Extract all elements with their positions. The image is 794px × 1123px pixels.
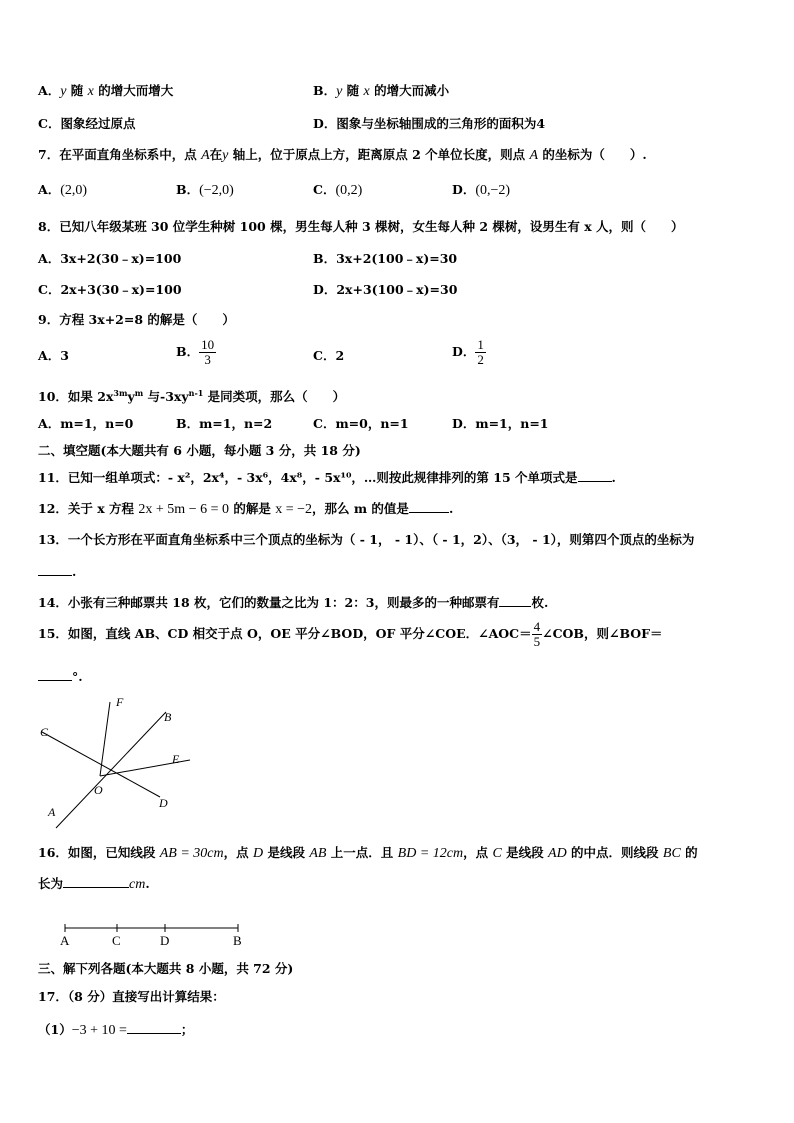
q9-option-c: C．2 bbox=[313, 348, 345, 363]
fraction: $\frac{1}{2}$ bbox=[477, 337, 484, 367]
q10-option-a: A．m=1，n=0 bbox=[38, 416, 134, 431]
q9-option-d: D． $\frac{1}{2}$ bbox=[452, 337, 484, 367]
label-a: A bbox=[48, 805, 56, 819]
q15-text: 15．如图，直线 AB、CD 相交于点 O，OE 平分∠BOD，OF 平分∠COE．∠AOC＝ $\frac{4}{5}$ ∠COB，则∠BOF＝ bbox=[38, 619, 663, 649]
fraction: $\frac{10}{3}$ bbox=[201, 337, 215, 367]
answer-blank bbox=[578, 469, 612, 482]
q15-figure bbox=[30, 690, 200, 835]
q8-option-c: C．2x+3(30﹣x)=100 bbox=[38, 282, 182, 297]
q14-text: 14．小张有三种邮票共 18 枚，它们的数量之比为 1：2：3，则最多的一种邮票有 枚. bbox=[38, 595, 549, 610]
q10-option-d: D．m=1，n=1 bbox=[452, 416, 549, 431]
answer-blank bbox=[499, 594, 531, 607]
answer-blank bbox=[63, 875, 129, 888]
q16-segment-figure bbox=[60, 920, 250, 936]
q9-option-a: A．3 bbox=[38, 348, 69, 363]
section-2-heading: 二、填空题(本大题共有 6 小题，每小题 3 分，共 18 分) bbox=[38, 443, 361, 458]
label-c: C bbox=[40, 725, 49, 739]
q13-answer-line: . bbox=[38, 563, 76, 580]
q9-option-b: B． $\frac{10}{3}$ bbox=[176, 337, 215, 367]
label-f: F bbox=[116, 695, 124, 709]
section-3-heading: 三、解下列各题(本大题共 8 小题，共 72 分) bbox=[38, 961, 294, 976]
q7-stem: 7．在平面直角坐标系中，点 A在y 轴上，位于原点上方，距离原点 2 个单位长度，则点 A 的坐标为（ ）. bbox=[38, 147, 647, 163]
q6-option-c: C．图象经过原点 bbox=[38, 116, 136, 131]
answer-blank bbox=[409, 500, 449, 513]
label-o: O bbox=[94, 783, 103, 797]
answer-blank bbox=[38, 563, 72, 576]
answer-blank bbox=[127, 1021, 181, 1034]
q6-option-d: D．图象与坐标轴围成的三角形的面积为4 bbox=[313, 116, 546, 131]
q16-answer-line: 长为 cm. bbox=[38, 876, 150, 892]
q16-text: 16．如图，已知线段 AB = 30cm，点 D 是线段 AB 上一点．且 BD = 12cm，点 C 是线段 AD 的中点．则线段 BC 的 bbox=[38, 845, 698, 861]
q7-option-b: B．(−2,0) bbox=[176, 182, 234, 198]
ray-of bbox=[100, 702, 110, 776]
label-b: B bbox=[164, 710, 172, 724]
q8-stem: 8．已知八年级某班 30 位学生种树 100 棵，男生每人种 3 棵树，女生每人种 2 棵树，设男生有 x 人，则（ ） bbox=[38, 219, 684, 234]
q17-stem: 17．（8 分）直接写出计算结果： bbox=[38, 989, 225, 1004]
label-d: D bbox=[160, 933, 170, 948]
q7-option-a: A．(2,0) bbox=[38, 182, 88, 198]
label-a: A bbox=[60, 933, 70, 948]
q12-text: 12．关于 x 方程 2x + 5m − 6 = 0 的解是 x = −2，那么 m 的值是 . bbox=[38, 501, 454, 517]
label-d: D bbox=[159, 796, 168, 810]
label-e: E bbox=[172, 752, 180, 766]
q11-text: 11．已知一组单项式：- x²，2x⁴，- 3x⁶，4x⁸，- 5x¹⁰，…则按此规律排列的第 15 个单项式是 . bbox=[38, 470, 616, 485]
q6-option-a: A．y 随 x 的增大而增大 bbox=[38, 83, 174, 99]
q15-answer-line: °. bbox=[38, 668, 83, 685]
q8-option-d: D．2x+3(100﹣x)=30 bbox=[313, 282, 458, 297]
q8-option-b: B．3x+2(100﹣x)=30 bbox=[313, 251, 458, 266]
q9-stem: 9．方程 3x+2=8 的解是（ ） bbox=[38, 312, 235, 327]
q7-option-d: D．(0,−2) bbox=[452, 182, 511, 198]
label-c: C bbox=[112, 933, 121, 948]
label-b: B bbox=[233, 933, 242, 948]
q6-option-b: B．y 随 x 的增大而减小 bbox=[313, 83, 450, 99]
q10-stem: 10．如果 $2x^{3m}y^m$ 与$-3xy^{n-1}$ 是同类项，那么（ ） bbox=[38, 388, 346, 405]
q13-text: 13．一个长方形在平面直角坐标系中三个顶点的坐标为（ - 1， - 1）、（ - 1，2）、（3， - 1），则第四个顶点的坐标为 bbox=[38, 532, 695, 547]
q10-option-b: B．m=1，n=2 bbox=[176, 416, 273, 431]
q7-option-c: C．(0,2) bbox=[313, 182, 363, 198]
answer-blank bbox=[38, 668, 72, 681]
q10-option-c: C．m=0，n=1 bbox=[313, 416, 409, 431]
q17-item-1: （1）−3 + 10 = ； bbox=[38, 1022, 194, 1038]
fraction: $\frac{4}{5}$ bbox=[533, 619, 541, 649]
q8-option-a: A．3x+2(30﹣x)=100 bbox=[38, 251, 182, 266]
